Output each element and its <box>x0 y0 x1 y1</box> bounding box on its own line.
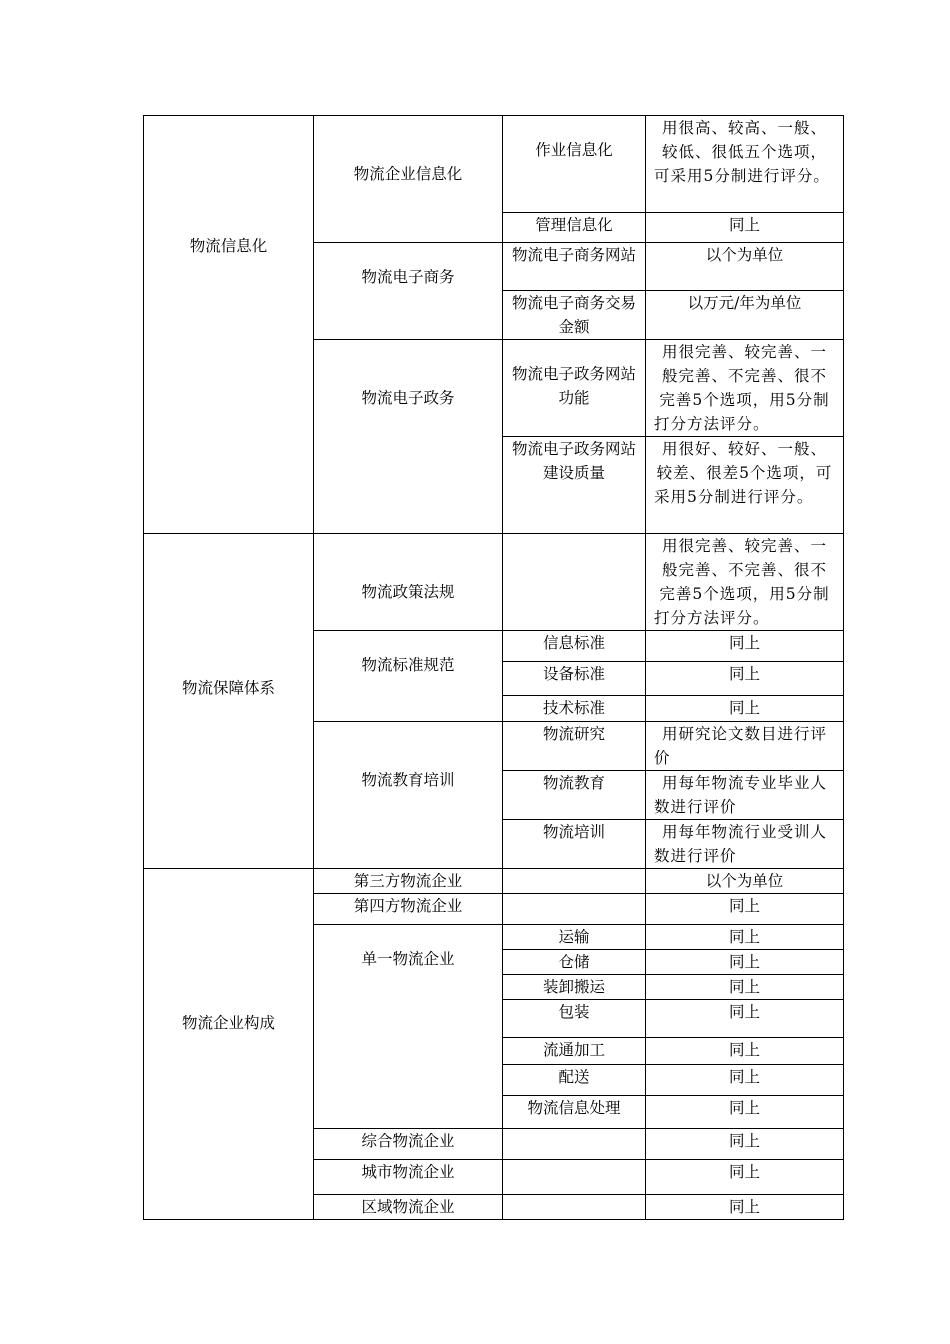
description-cell: 同上 <box>646 1160 844 1195</box>
subcategory-cell: 单一物流企业 <box>314 925 503 1129</box>
category-cell: 物流企业构成 <box>144 869 314 1220</box>
description-cell: 同上 <box>646 1096 844 1129</box>
indicator-cell: 信息标准 <box>503 631 646 662</box>
description-cell: 同上 <box>646 696 844 722</box>
indicator-cell: 物流电子政务网站功能 <box>503 340 646 437</box>
description-cell: 用很高、较高、一般、较低、很低五个选项，可采用5分制进行评分。 <box>646 116 844 213</box>
description-cell: 同上 <box>646 894 844 925</box>
subcategory-cell: 物流电子商务 <box>314 243 503 340</box>
indicator-cell <box>503 534 646 631</box>
table-row <box>144 116 844 213</box>
indicator-cell: 物流电子商务交易金额 <box>503 291 646 340</box>
indicator-cell: 物流电子政务网站建设质量 <box>503 437 646 534</box>
description-cell: 用很完善、较完善、一般完善、不完善、很不完善5个选项，用5分制打分方法评分。 <box>646 534 844 631</box>
description-cell: 同上 <box>646 1129 844 1160</box>
indicator-cell <box>503 1160 646 1195</box>
table-row <box>144 869 844 894</box>
category-cell: 物流保障体系 <box>144 534 314 869</box>
description-cell: 以万元/年为单位 <box>646 291 844 340</box>
indicator-cell: 物流研究 <box>503 722 646 771</box>
indicator-cell: 包装 <box>503 1000 646 1038</box>
category-cell: 物流信息化 <box>144 116 314 534</box>
indicator-cell: 物流教育 <box>503 771 646 820</box>
description-cell: 以个为单位 <box>646 243 844 291</box>
description-cell: 用研究论文数目进行评价 <box>646 722 844 771</box>
indicator-cell: 流通加工 <box>503 1038 646 1065</box>
indicator-cell: 设备标准 <box>503 662 646 696</box>
subcategory-cell: 物流政策法规 <box>314 534 503 631</box>
description-cell: 用每年物流专业毕业人数进行评价 <box>646 771 844 820</box>
indicator-cell: 物流培训 <box>503 820 646 869</box>
description-cell: 同上 <box>646 1065 844 1096</box>
description-cell: 用每年物流行业受训人数进行评价 <box>646 820 844 869</box>
subcategory-cell: 城市物流企业 <box>314 1160 503 1195</box>
description-cell: 同上 <box>646 1038 844 1065</box>
subcategory-cell: 第四方物流企业 <box>314 894 503 925</box>
indicator-cell <box>503 869 646 894</box>
description-cell: 同上 <box>646 1000 844 1038</box>
description-cell: 同上 <box>646 631 844 662</box>
indicator-cell: 管理信息化 <box>503 213 646 243</box>
indicator-cell <box>503 1129 646 1160</box>
indicator-cell <box>503 894 646 925</box>
subcategory-cell: 区域物流企业 <box>314 1195 503 1220</box>
indicator-cell: 物流信息处理 <box>503 1096 646 1129</box>
indicator-cell: 配送 <box>503 1065 646 1096</box>
indicator-cell: 装卸搬运 <box>503 975 646 1000</box>
description-cell: 以个为单位 <box>646 869 844 894</box>
table-row <box>144 534 844 631</box>
description-cell: 同上 <box>646 975 844 1000</box>
description-cell: 用很完善、较完善、一般完善、不完善、很不完善5个选项，用5分制打分方法评分。 <box>646 340 844 437</box>
indicator-cell: 仓储 <box>503 950 646 975</box>
evaluation-indicator-table <box>143 115 844 1220</box>
subcategory-cell: 物流企业信息化 <box>314 116 503 243</box>
subcategory-cell: 综合物流企业 <box>314 1129 503 1160</box>
subcategory-cell: 第三方物流企业 <box>314 869 503 894</box>
subcategory-cell: 物流电子政务 <box>314 340 503 534</box>
indicator-cell <box>503 1195 646 1220</box>
indicator-cell: 技术标准 <box>503 696 646 722</box>
description-cell: 同上 <box>646 662 844 696</box>
description-cell: 同上 <box>646 213 844 243</box>
subcategory-cell: 物流教育培训 <box>314 722 503 869</box>
indicator-cell: 物流电子商务网站 <box>503 243 646 291</box>
description-cell: 用很好、较好、一般、较差、很差5个选项，可采用5分制进行评分。 <box>646 437 844 534</box>
description-cell: 同上 <box>646 950 844 975</box>
description-cell: 同上 <box>646 925 844 950</box>
subcategory-cell: 物流标准规范 <box>314 631 503 722</box>
indicator-cell: 运输 <box>503 925 646 950</box>
indicator-cell: 作业信息化 <box>503 116 646 213</box>
description-cell: 同上 <box>646 1195 844 1220</box>
